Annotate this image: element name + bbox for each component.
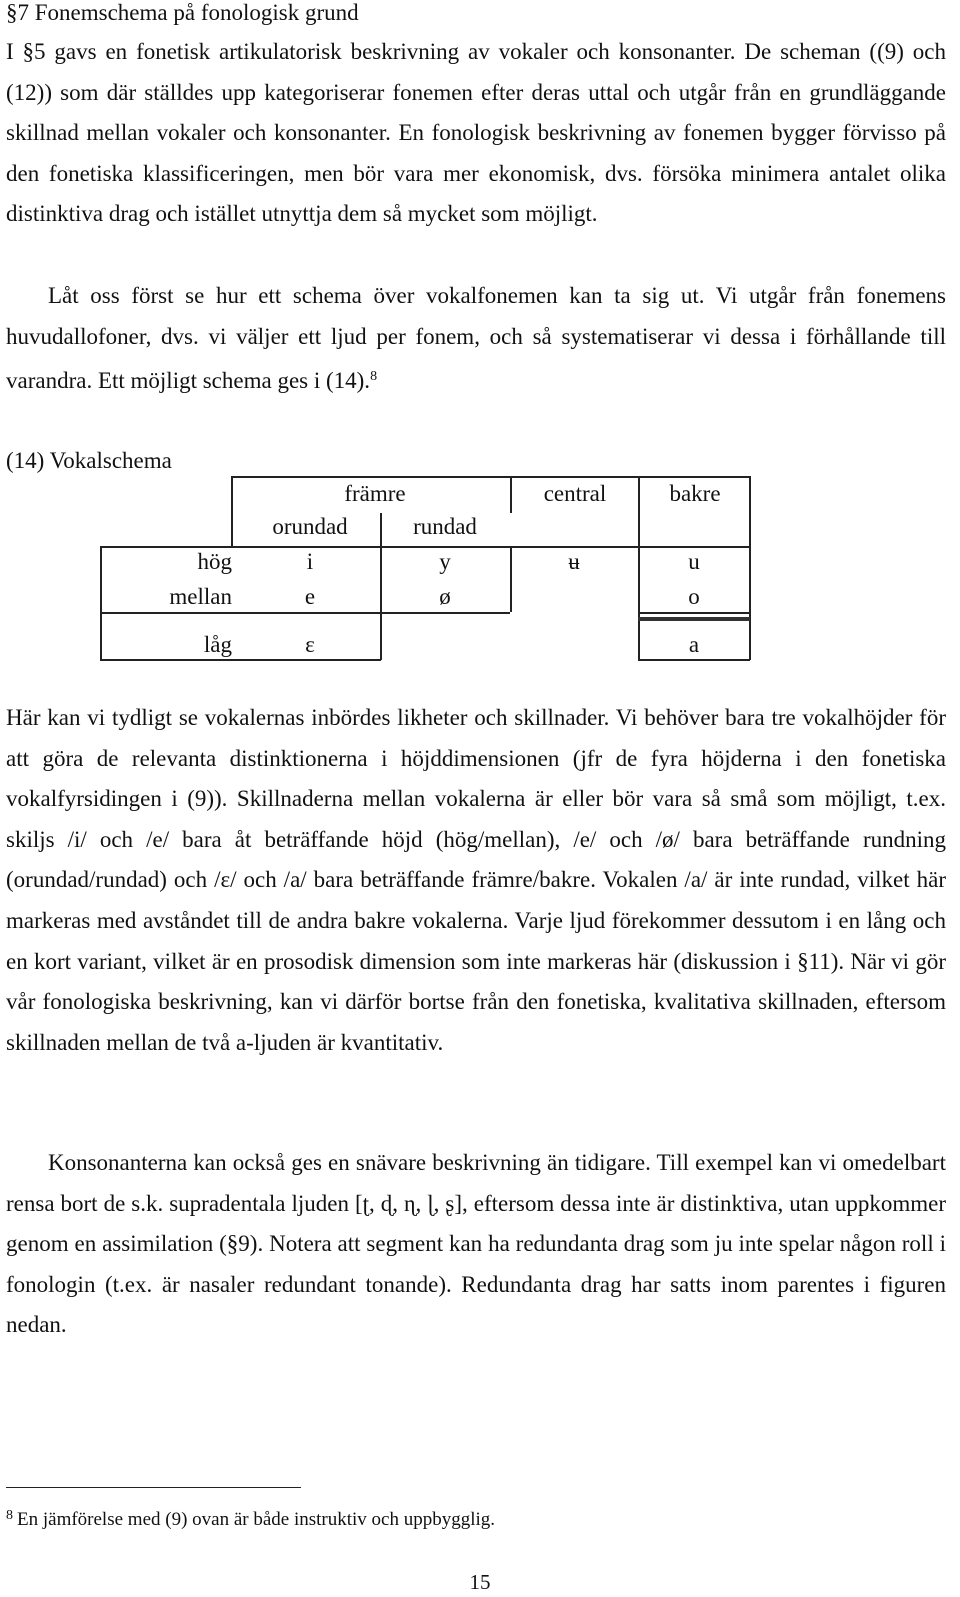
table-line	[100, 612, 510, 614]
paragraph-vowel-schema-text: Låt oss först se hur ett schema över vokalfonemen kan ta sig ut. Vi utgår från fonemens huvudallofoner, dvs. vi väljer ett ljud per fonem, och så systematiserar vi dessa i förhållande till varandra. Ett möjligt schema ges i (14).	[6, 283, 946, 394]
table-line	[100, 659, 381, 661]
vowel-cell: u	[688, 549, 700, 574]
table-line	[638, 659, 750, 661]
footnote-reference[interactable]: 8	[370, 369, 378, 385]
footnote-divider	[6, 1487, 301, 1488]
row-label-mid: mellan	[169, 584, 232, 609]
vowel-cell: ɛ	[305, 632, 315, 657]
footnote-number: 8	[6, 1508, 13, 1523]
col-header-central: central	[543, 481, 607, 506]
sub-header-unrounded: orundad	[272, 514, 348, 539]
table-separator	[638, 617, 750, 621]
footnote-text: En jämförelse med (9) ovan är både instruktiv och uppbygglig.	[17, 1509, 496, 1530]
table-line	[638, 612, 750, 614]
vowel-cell: y	[439, 549, 451, 574]
table-line	[231, 476, 233, 546]
row-label-low: låg	[203, 632, 232, 657]
vowel-cell: o	[688, 584, 700, 609]
page-number: 15	[469, 1570, 491, 1594]
paragraph-consonants	[6, 1143, 946, 1346]
sub-header-rounded: rundad	[413, 514, 477, 539]
table-line	[231, 476, 750, 478]
vowel-cell: e	[304, 584, 316, 609]
paragraph-intro: I §5 gavs en fonetisk artikulatorisk beskrivning av vokaler och konsonanter. De scheman ((9) och (12)) som där ställdes upp kategoriserar fonemen efter deras uttal och utgår från en grundläggande skillnad mellan vokaler och konsonanter. En fonologisk beskrivning av fonemen bygger förvisso på den fonetiska klassificeringen, men bör vara mer ekonomisk, dvs. försöka minimera antalet olika distinktiva drag och istället utnyttja dem så mycket som möjligt.	[6, 39, 946, 227]
vowel-cell: ø	[439, 584, 451, 609]
row-label-high: hög	[197, 549, 232, 574]
paragraph-vowel-discussion: Här kan vi tydligt se vokalernas inbördes likheter och skillnader. Vi behöver bara tre vokalhöjder för att göra de relevanta distinktionerna i höjddimensionen (jfr de fyra höjderna i den fonetiska vokalfyrsidingen i (9)). Skillnaderna mellan vokalerna är eller bör vara så små som möjligt, t.ex. skiljs /i/ och /e/ bara åt beträffande höjd (hög/mellan), /e/ och /ø/ bara beträffande rundning (orundad/rundad) och /ɛ/ och /a/ bara beträffande främre/bakre. Vokalen /a/ är inte rundad, vilket här markeras med avståndet till de andra bakre vokalerna. Varje ljud förekommer dessutom i en lång och en kort variant, vilket är en prosodisk dimension som inte markeras här (diskussion i §11). När vi gör vår fonologiska beskrivning, kan vi därför bortse från den fonetiska, kvalitativa skillnaden, eftersom skillnaden mellan de två a-ljuden är kvantitativ.	[6, 705, 946, 1055]
vowel-cell: a	[688, 632, 700, 657]
vowel-cell: ʉ	[568, 549, 580, 574]
section-heading: §7 Fonemschema på fonologisk grund	[6, 0, 359, 25]
paragraph-vowel-schema	[6, 276, 946, 402]
col-header-back: bakre	[669, 481, 721, 506]
footnote	[6, 1504, 495, 1532]
example-label: (14) Vokalschema	[6, 448, 172, 473]
vowel-cell: i	[306, 549, 314, 574]
table-line	[510, 476, 512, 513]
paragraph-consonants-text: Konsonanterna kan också ges en snävare beskrivning än tidigare. Till exempel kan vi omedelbart rensa bort de s.k. supradentala ljuden [ʈ, ɖ, ɳ, ɭ, ʂ], eftersom dessa inte är distinktiva, utan uppkommer genom en assimilation (§9). Notera att segment kan ha redundanta drag som ju inte spelar någon roll i fonologin (t.ex. är nasaler redundant tonande). Redundanta drag har satts inom parentes i figuren nedan.	[6, 1150, 946, 1338]
col-header-front: främre	[344, 481, 406, 506]
